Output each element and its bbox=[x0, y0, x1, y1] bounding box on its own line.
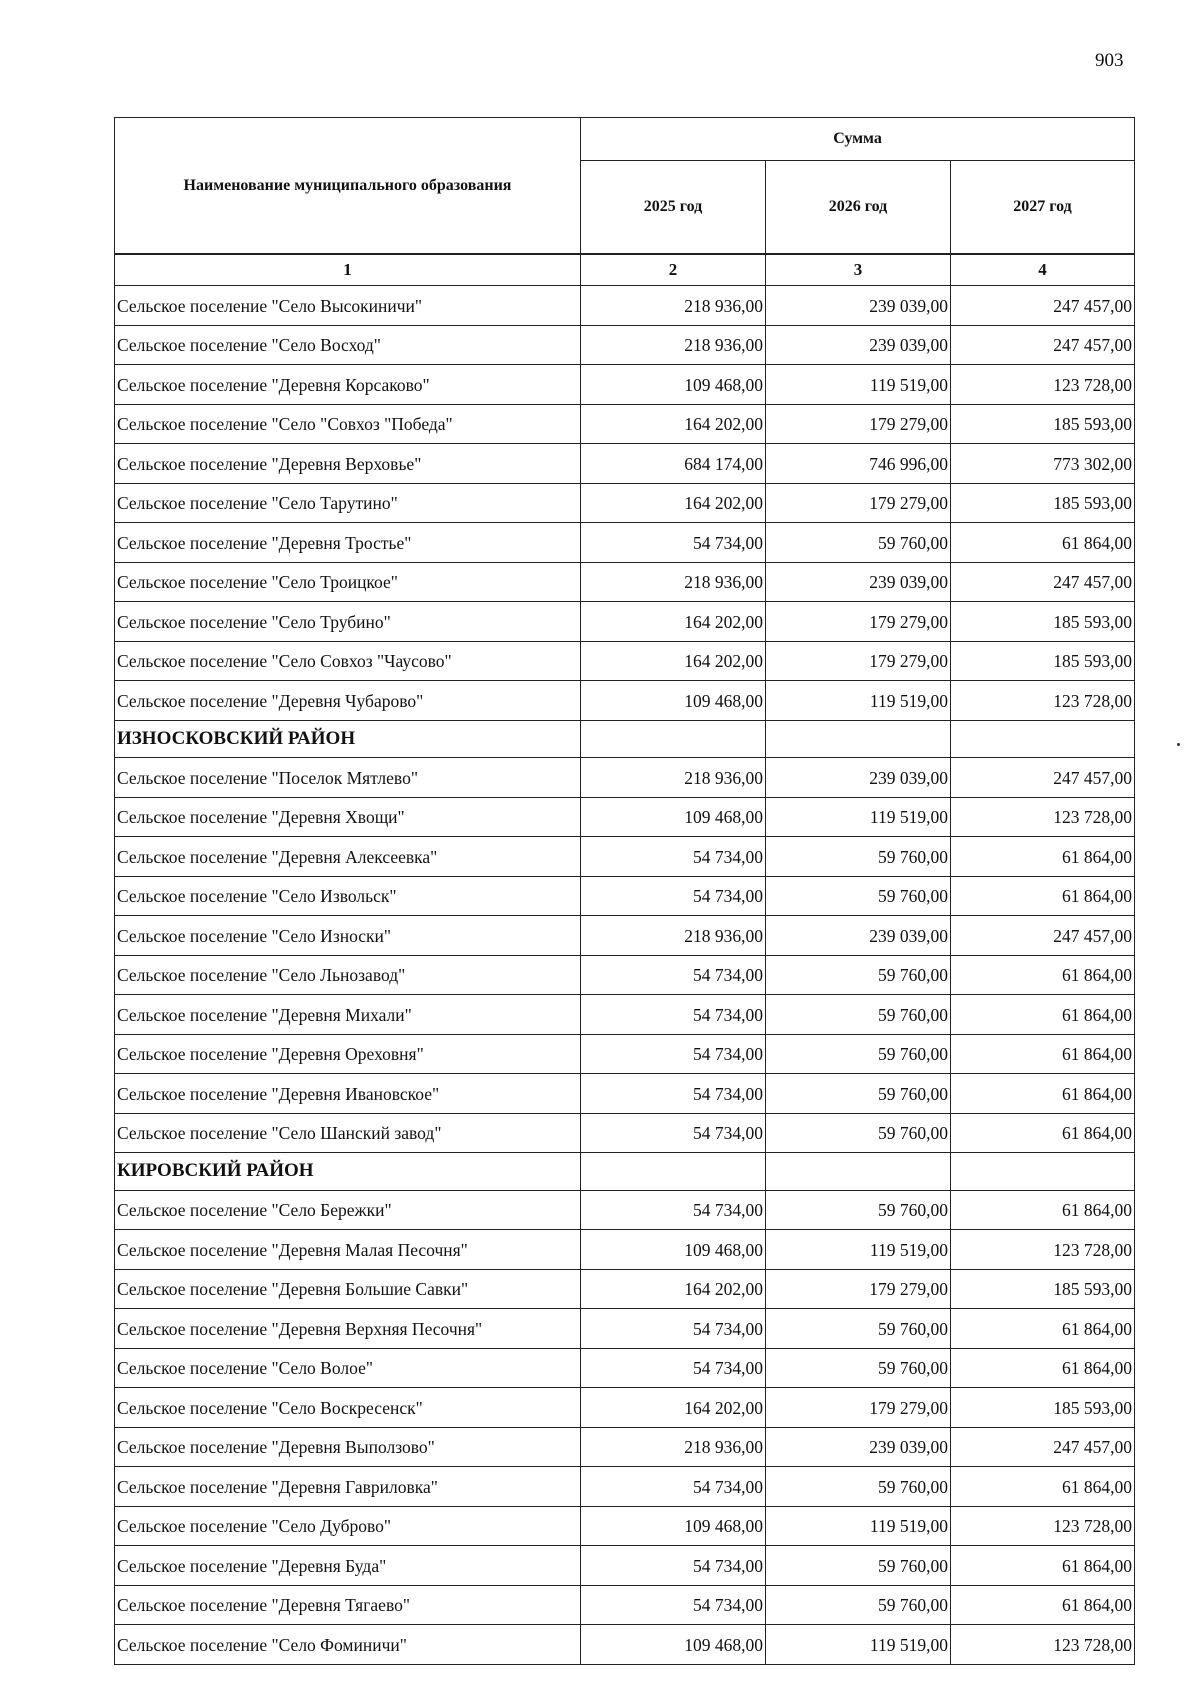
amount-2026: 59 760,00 bbox=[766, 1190, 951, 1230]
settlement-name: Сельское поселение "Село Троицкое" bbox=[115, 562, 581, 602]
scan-speck bbox=[1177, 743, 1180, 746]
amount-2025: 218 936,00 bbox=[581, 1427, 766, 1467]
table-row bbox=[115, 1074, 1135, 1114]
amount-2025: 164 202,00 bbox=[581, 1388, 766, 1428]
amount-2027: 185 593,00 bbox=[951, 1388, 1135, 1428]
header-year-2025: 2025 год bbox=[581, 161, 766, 255]
amount-2026: 239 039,00 bbox=[766, 325, 951, 365]
amount-2026: 119 519,00 bbox=[766, 1625, 951, 1665]
settlement-name: Сельское поселение "Село Трубино" bbox=[115, 602, 581, 642]
table-row bbox=[115, 876, 1135, 916]
amount-2027: 123 728,00 bbox=[951, 797, 1135, 837]
table-row bbox=[115, 995, 1135, 1035]
table-row bbox=[115, 955, 1135, 995]
table-row bbox=[115, 1309, 1135, 1349]
amount-2026: 746 996,00 bbox=[766, 444, 951, 484]
settlement-name: Сельское поселение "Деревня Тягаево" bbox=[115, 1585, 581, 1625]
section-title: КИРОВСКИЙ РАЙОН bbox=[115, 1153, 581, 1191]
amount-2027: 247 457,00 bbox=[951, 562, 1135, 602]
table-row bbox=[115, 1506, 1135, 1546]
amount-2025: 54 734,00 bbox=[581, 1074, 766, 1114]
column-number-row bbox=[115, 254, 1135, 286]
table-row bbox=[115, 1427, 1135, 1467]
amount-2025: 109 468,00 bbox=[581, 1506, 766, 1546]
column-number: 2 bbox=[581, 254, 766, 286]
amount-2026: 179 279,00 bbox=[766, 483, 951, 523]
settlement-name: Сельское поселение "Село Восход" bbox=[115, 325, 581, 365]
settlement-name: Сельское поселение "Село Износки" bbox=[115, 916, 581, 956]
amount-2026: 59 760,00 bbox=[766, 523, 951, 563]
table-row bbox=[115, 404, 1135, 444]
amount-2027: 247 457,00 bbox=[951, 916, 1135, 956]
amount-2025: 218 936,00 bbox=[581, 325, 766, 365]
settlement-name: Сельское поселение "Деревня Алексеевка" bbox=[115, 837, 581, 877]
amount-2027: 61 864,00 bbox=[951, 1467, 1135, 1507]
amount-2025: 54 734,00 bbox=[581, 1467, 766, 1507]
amount-2027: 247 457,00 bbox=[951, 758, 1135, 798]
table-row bbox=[115, 1625, 1135, 1665]
amount-2025: 109 468,00 bbox=[581, 797, 766, 837]
settlement-name: Сельское поселение "Село Волое" bbox=[115, 1348, 581, 1388]
amount-2026: 59 760,00 bbox=[766, 1546, 951, 1586]
amount-2027: 61 864,00 bbox=[951, 1585, 1135, 1625]
empty-cell bbox=[766, 720, 951, 758]
amount-2026: 179 279,00 bbox=[766, 404, 951, 444]
table-row bbox=[115, 523, 1135, 563]
page-number: 903 bbox=[1095, 50, 1124, 71]
table-row bbox=[115, 1230, 1135, 1270]
amount-2026: 239 039,00 bbox=[766, 1427, 951, 1467]
amount-2027: 61 864,00 bbox=[951, 1546, 1135, 1586]
table-row bbox=[115, 444, 1135, 484]
table-row bbox=[115, 1269, 1135, 1309]
table-row bbox=[115, 641, 1135, 681]
table-row bbox=[115, 1113, 1135, 1153]
table-row bbox=[115, 562, 1135, 602]
empty-cell bbox=[581, 1153, 766, 1191]
amount-2027: 61 864,00 bbox=[951, 995, 1135, 1035]
settlement-name: Сельское поселение "Село Фоминичи" bbox=[115, 1625, 581, 1665]
amount-2026: 59 760,00 bbox=[766, 955, 951, 995]
table-row bbox=[115, 1388, 1135, 1428]
amount-2026: 59 760,00 bbox=[766, 1348, 951, 1388]
settlement-name: Сельское поселение "Деревня Буда" bbox=[115, 1546, 581, 1586]
amount-2025: 109 468,00 bbox=[581, 1625, 766, 1665]
header-year-2027: 2027 год bbox=[951, 161, 1135, 255]
amount-2026: 59 760,00 bbox=[766, 1074, 951, 1114]
amount-2026: 119 519,00 bbox=[766, 1506, 951, 1546]
settlement-name: Сельское поселение "Село Высокиничи" bbox=[115, 286, 581, 326]
amount-2025: 54 734,00 bbox=[581, 1190, 766, 1230]
amount-2026: 119 519,00 bbox=[766, 1230, 951, 1270]
amount-2027: 61 864,00 bbox=[951, 1348, 1135, 1388]
settlement-name: Сельское поселение "Деревня Выползово" bbox=[115, 1427, 581, 1467]
amount-2026: 59 760,00 bbox=[766, 1309, 951, 1349]
amount-2026: 59 760,00 bbox=[766, 876, 951, 916]
amount-2025: 54 734,00 bbox=[581, 1309, 766, 1349]
amount-2027: 61 864,00 bbox=[951, 837, 1135, 877]
amount-2025: 109 468,00 bbox=[581, 681, 766, 721]
amount-2025: 54 734,00 bbox=[581, 995, 766, 1035]
table-row bbox=[115, 1034, 1135, 1074]
amount-2025: 54 734,00 bbox=[581, 837, 766, 877]
settlement-name: Сельское поселение "Село Извольск" bbox=[115, 876, 581, 916]
settlement-name: Сельское поселение "Деревня Ореховня" bbox=[115, 1034, 581, 1074]
amount-2025: 54 734,00 bbox=[581, 523, 766, 563]
amount-2027: 123 728,00 bbox=[951, 365, 1135, 405]
settlement-name: Сельское поселение "Деревня Верхняя Песочня" bbox=[115, 1309, 581, 1349]
table-row bbox=[115, 681, 1135, 721]
amount-2026: 179 279,00 bbox=[766, 602, 951, 642]
amount-2025: 54 734,00 bbox=[581, 1034, 766, 1074]
amount-2026: 59 760,00 bbox=[766, 995, 951, 1035]
settlement-name: Сельское поселение "Деревня Гавриловка" bbox=[115, 1467, 581, 1507]
table-row bbox=[115, 797, 1135, 837]
amount-2027: 61 864,00 bbox=[951, 1309, 1135, 1349]
table-row bbox=[115, 1585, 1135, 1625]
empty-cell bbox=[766, 1153, 951, 1191]
settlement-name: Сельское поселение "Село Воскресенск" bbox=[115, 1388, 581, 1428]
amount-2027: 61 864,00 bbox=[951, 1034, 1135, 1074]
amount-2027: 61 864,00 bbox=[951, 1113, 1135, 1153]
settlement-name: Сельское поселение "Деревня Корсаково" bbox=[115, 365, 581, 405]
table-row bbox=[115, 483, 1135, 523]
amount-2027: 61 864,00 bbox=[951, 876, 1135, 916]
amount-2026: 119 519,00 bbox=[766, 681, 951, 721]
amount-2027: 185 593,00 bbox=[951, 602, 1135, 642]
settlement-name: Сельское поселение "Село Льнозавод" bbox=[115, 955, 581, 995]
amount-2026: 179 279,00 bbox=[766, 641, 951, 681]
table-body bbox=[115, 286, 1135, 1665]
amount-2027: 61 864,00 bbox=[951, 523, 1135, 563]
amount-2026: 59 760,00 bbox=[766, 1113, 951, 1153]
settlement-name: Сельское поселение "Деревня Большие Савки" bbox=[115, 1269, 581, 1309]
amount-2026: 179 279,00 bbox=[766, 1388, 951, 1428]
settlement-name: Сельское поселение "Деревня Михали" bbox=[115, 995, 581, 1035]
table-row bbox=[115, 758, 1135, 798]
amount-2025: 54 734,00 bbox=[581, 1113, 766, 1153]
section-row bbox=[115, 720, 1135, 758]
amount-2026: 119 519,00 bbox=[766, 797, 951, 837]
amount-2025: 109 468,00 bbox=[581, 1230, 766, 1270]
amount-2025: 164 202,00 bbox=[581, 483, 766, 523]
amount-2026: 59 760,00 bbox=[766, 1585, 951, 1625]
amount-2027: 123 728,00 bbox=[951, 1625, 1135, 1665]
amount-2027: 123 728,00 bbox=[951, 1230, 1135, 1270]
table-row bbox=[115, 1190, 1135, 1230]
amount-2027: 185 593,00 bbox=[951, 404, 1135, 444]
amount-2025: 54 734,00 bbox=[581, 876, 766, 916]
amount-2025: 218 936,00 bbox=[581, 758, 766, 798]
empty-cell bbox=[581, 720, 766, 758]
amount-2025: 164 202,00 bbox=[581, 641, 766, 681]
amount-2026: 179 279,00 bbox=[766, 1269, 951, 1309]
amount-2025: 218 936,00 bbox=[581, 916, 766, 956]
amount-2025: 218 936,00 bbox=[581, 286, 766, 326]
amount-2025: 164 202,00 bbox=[581, 1269, 766, 1309]
table-row bbox=[115, 916, 1135, 956]
amount-2026: 59 760,00 bbox=[766, 1034, 951, 1074]
section-row bbox=[115, 1153, 1135, 1191]
table-row bbox=[115, 365, 1135, 405]
settlement-name: Сельское поселение "Деревня Чубарово" bbox=[115, 681, 581, 721]
amount-2025: 54 734,00 bbox=[581, 1546, 766, 1586]
amount-2026: 239 039,00 bbox=[766, 758, 951, 798]
table-row bbox=[115, 602, 1135, 642]
table-row bbox=[115, 325, 1135, 365]
amount-2025: 109 468,00 bbox=[581, 365, 766, 405]
amount-2025: 164 202,00 bbox=[581, 404, 766, 444]
amount-2026: 119 519,00 bbox=[766, 365, 951, 405]
settlement-name: Сельское поселение "Село Дуброво" bbox=[115, 1506, 581, 1546]
section-title: ИЗНОСКОВСКИЙ РАЙОН bbox=[115, 720, 581, 758]
amount-2027: 61 864,00 bbox=[951, 955, 1135, 995]
amount-2025: 54 734,00 bbox=[581, 955, 766, 995]
amount-2025: 54 734,00 bbox=[581, 1585, 766, 1625]
settlement-name: Сельское поселение "Село Совхоз "Чаусово" bbox=[115, 641, 581, 681]
settlement-name: Сельское поселение "Село Шанский завод" bbox=[115, 1113, 581, 1153]
amount-2026: 239 039,00 bbox=[766, 916, 951, 956]
settlement-name: Сельское поселение "Село "Совхоз "Победа" bbox=[115, 404, 581, 444]
budget-table bbox=[114, 117, 1135, 1665]
column-number: 4 bbox=[951, 254, 1135, 286]
amount-2027: 123 728,00 bbox=[951, 681, 1135, 721]
amount-2027: 185 593,00 bbox=[951, 641, 1135, 681]
amount-2025: 164 202,00 bbox=[581, 602, 766, 642]
table-row bbox=[115, 837, 1135, 877]
amount-2025: 218 936,00 bbox=[581, 562, 766, 602]
column-number: 3 bbox=[766, 254, 951, 286]
settlement-name: Сельское поселение "Поселок Мятлево" bbox=[115, 758, 581, 798]
amount-2027: 185 593,00 bbox=[951, 1269, 1135, 1309]
settlement-name: Сельское поселение "Деревня Верховье" bbox=[115, 444, 581, 484]
header-sum-group: Сумма bbox=[581, 118, 1135, 161]
amount-2025: 684 174,00 bbox=[581, 444, 766, 484]
amount-2027: 247 457,00 bbox=[951, 1427, 1135, 1467]
empty-cell bbox=[951, 1153, 1135, 1191]
amount-2027: 773 302,00 bbox=[951, 444, 1135, 484]
settlement-name: Сельское поселение "Деревня Малая Песочня" bbox=[115, 1230, 581, 1270]
amount-2027: 61 864,00 bbox=[951, 1074, 1135, 1114]
amount-2027: 247 457,00 bbox=[951, 286, 1135, 326]
header-name-column: Наименование муниципального образования bbox=[115, 118, 581, 255]
table-row bbox=[115, 1348, 1135, 1388]
column-number: 1 bbox=[115, 254, 581, 286]
amount-2026: 59 760,00 bbox=[766, 837, 951, 877]
settlement-name: Сельское поселение "Деревня Хвощи" bbox=[115, 797, 581, 837]
amount-2027: 61 864,00 bbox=[951, 1190, 1135, 1230]
amount-2026: 239 039,00 bbox=[766, 562, 951, 602]
amount-2027: 247 457,00 bbox=[951, 325, 1135, 365]
settlement-name: Сельское поселение "Деревня Ивановское" bbox=[115, 1074, 581, 1114]
table-row bbox=[115, 286, 1135, 326]
table-row bbox=[115, 1467, 1135, 1507]
empty-cell bbox=[951, 720, 1135, 758]
settlement-name: Сельское поселение "Село Тарутино" bbox=[115, 483, 581, 523]
table-header bbox=[115, 118, 1135, 286]
settlement-name: Сельское поселение "Село Бережки" bbox=[115, 1190, 581, 1230]
amount-2026: 59 760,00 bbox=[766, 1467, 951, 1507]
amount-2026: 239 039,00 bbox=[766, 286, 951, 326]
table-row bbox=[115, 1546, 1135, 1586]
amount-2027: 123 728,00 bbox=[951, 1506, 1135, 1546]
header-year-2026: 2026 год bbox=[766, 161, 951, 255]
settlement-name: Сельское поселение "Деревня Тростье" bbox=[115, 523, 581, 563]
amount-2025: 54 734,00 bbox=[581, 1348, 766, 1388]
amount-2027: 185 593,00 bbox=[951, 483, 1135, 523]
